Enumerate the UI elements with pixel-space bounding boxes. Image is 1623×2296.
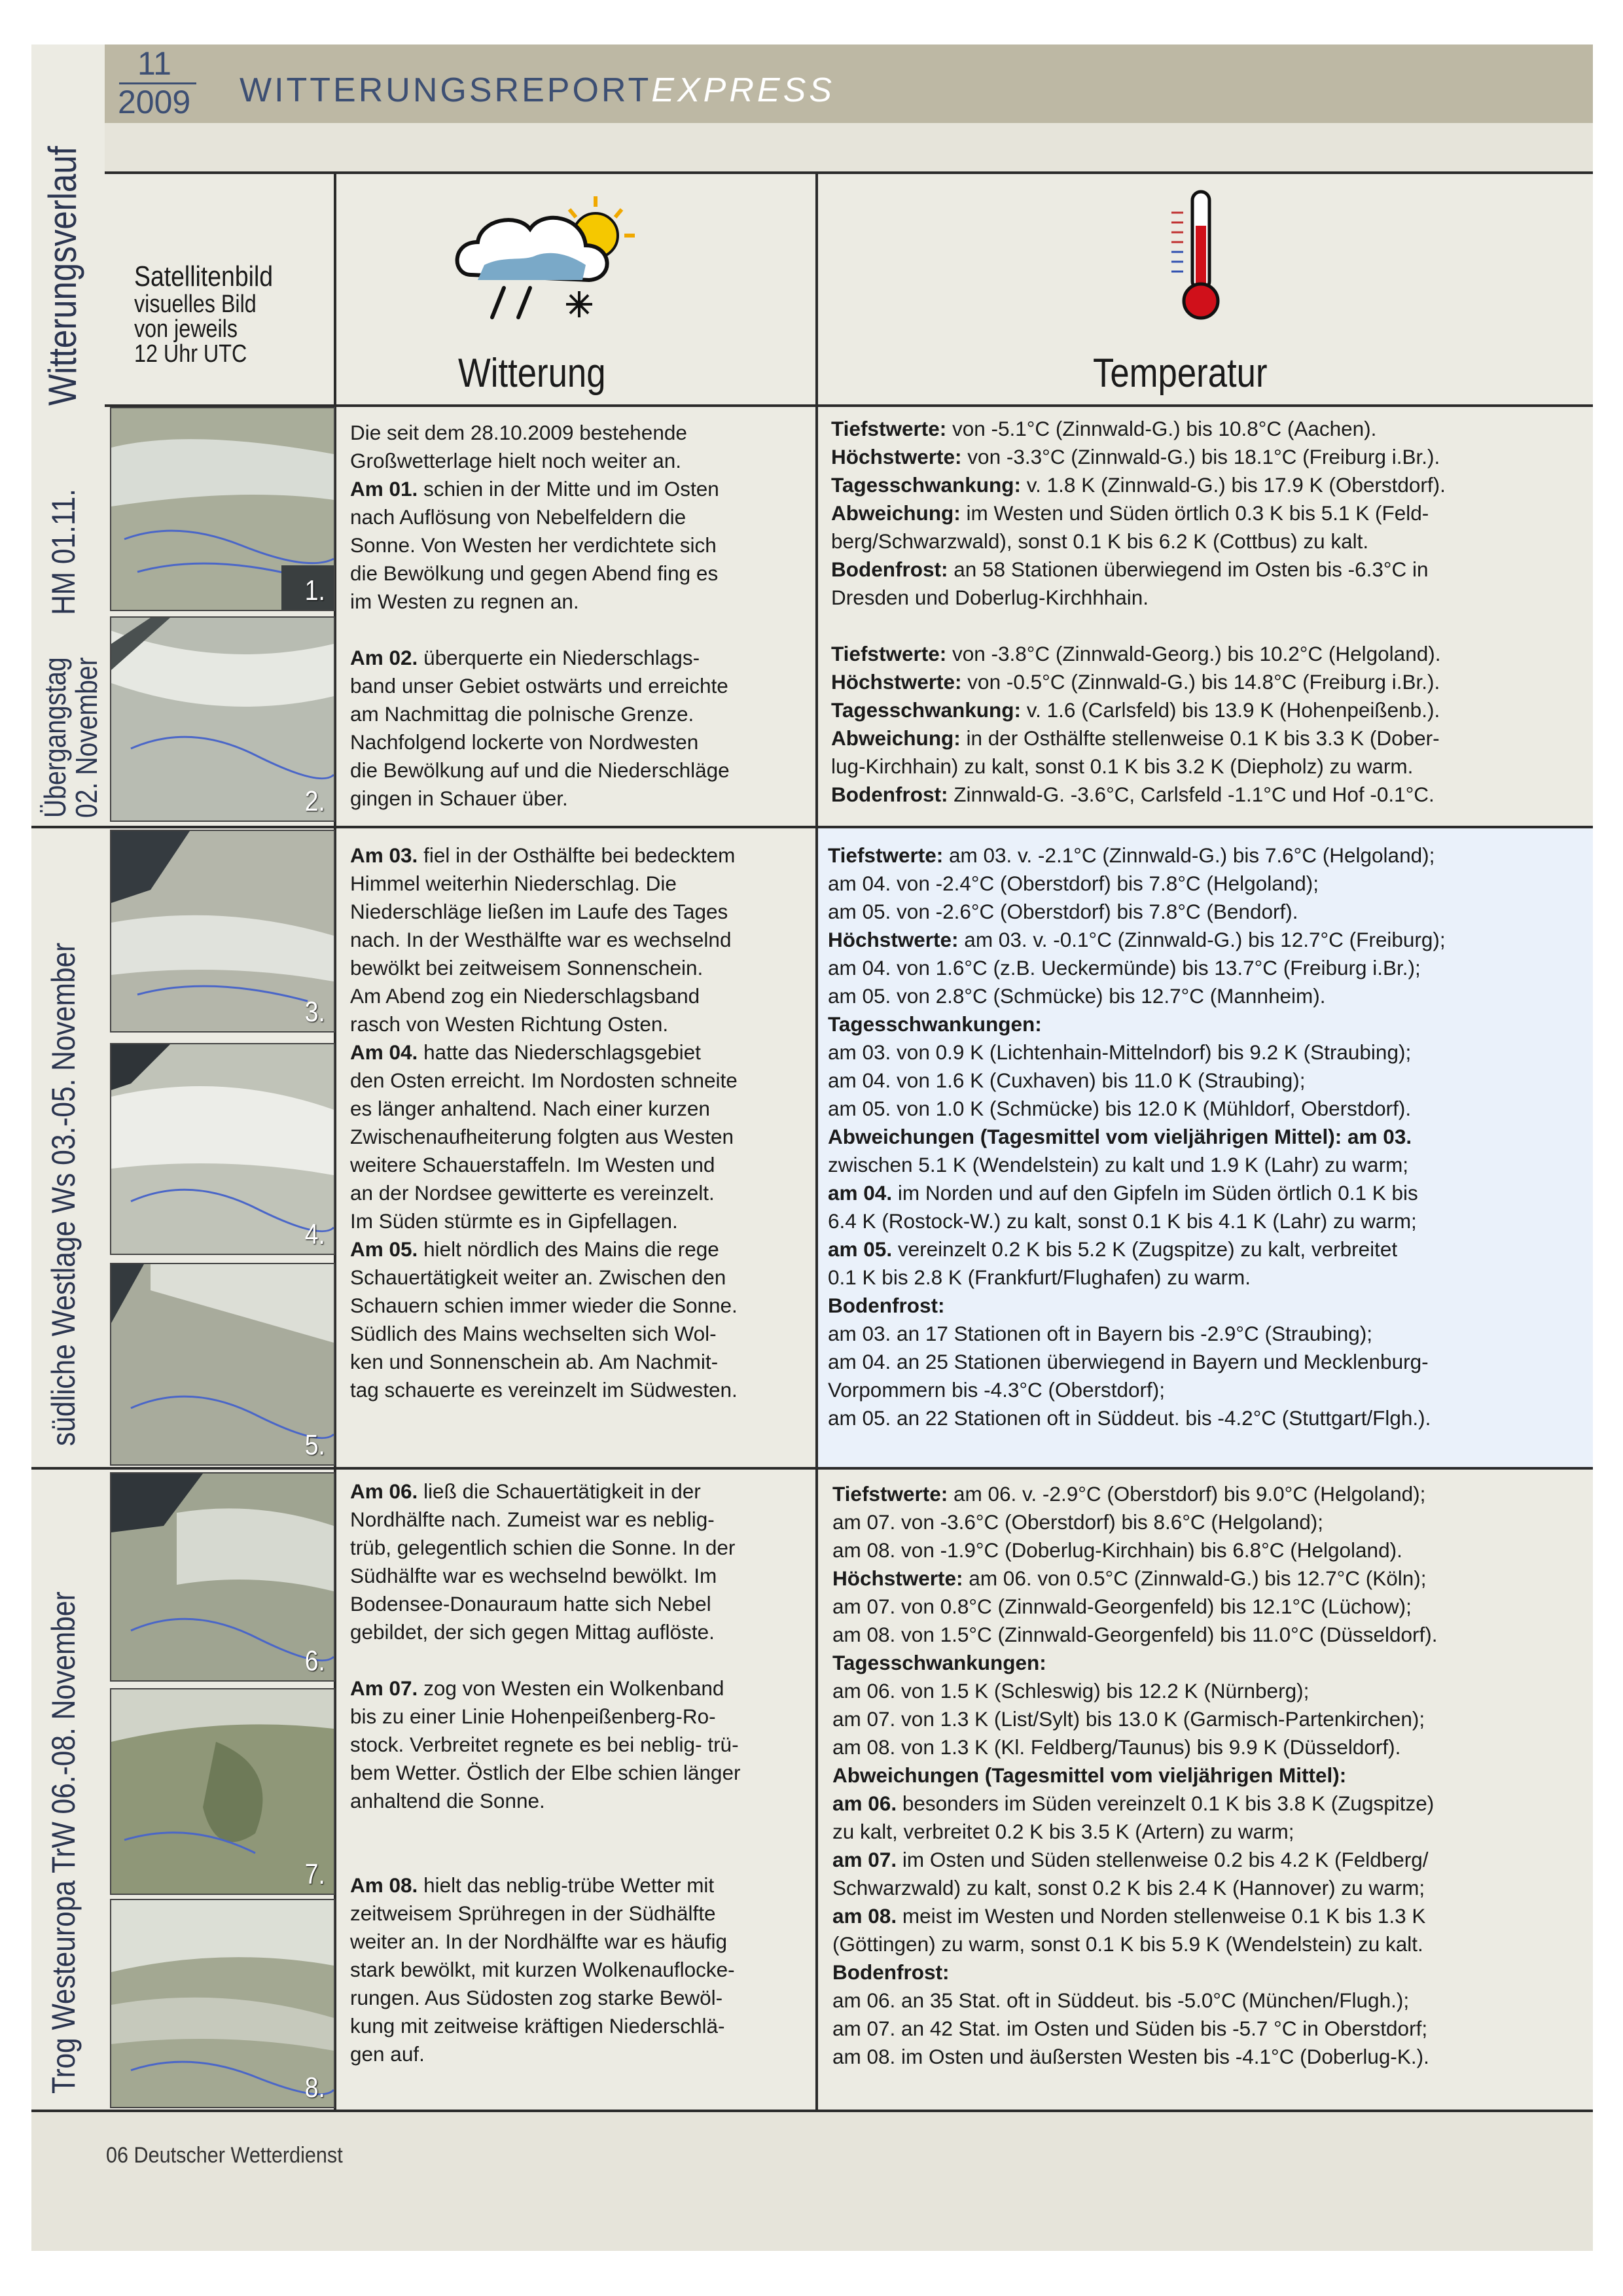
- title-main: WITTERUNGSREPORT: [240, 71, 652, 109]
- text-line: es länger anhaltend. Nach einer kurzen: [350, 1097, 710, 1120]
- text-line-bold: Abweichung:: [831, 726, 961, 750]
- text-line-bold: Abweichungen (Tagesmittel vom vieljährigen Mittel): am 03.: [828, 1125, 1412, 1148]
- text-line: Südlich des Mains wechselten sich Wol-: [350, 1322, 717, 1345]
- weather-cloud-sun-icon: [445, 183, 641, 340]
- text-line: an der Nordsee gewitterte es vereinzelt.: [350, 1181, 715, 1205]
- text-line-bold: Tiefstwerte:: [831, 642, 947, 665]
- image-number: 1.: [305, 574, 326, 607]
- text-line: Am 05. hielt nördlich des Mains die rege: [350, 1237, 719, 1261]
- text-line: Bodenfrost: an 58 Stationen überwiegend im Osten bis -6.3°C in: [831, 557, 1429, 581]
- issue-year: 2009: [118, 84, 191, 120]
- weather-column-header: Witterung: [458, 351, 606, 396]
- text-line: am 04. von -2.4°C (Oberstdorf) bis 7.8°C (Helgoland);: [828, 872, 1319, 895]
- temperature-text: [828, 841, 1587, 1432]
- text-line: am 06. besonders im Süden vereinzelt 0.1 K bis 3.8 K (Zugspitze): [832, 1792, 1435, 1815]
- text-line: am 05. vereinzelt 0.2 K bis 5.2 K (Zugspitze) zu kalt, verbreitet: [828, 1237, 1398, 1261]
- satellite-image: [110, 1472, 335, 1682]
- satellite-header-line: 12 Uhr UTC: [134, 340, 247, 368]
- text-line: Himmel weiterhin Niederschlag. Die: [350, 872, 677, 895]
- temperature-column-header: Temperatur: [1093, 351, 1268, 396]
- text-line-bold: Höchstwerte:: [832, 1566, 963, 1590]
- text-line-bold: am 05.: [828, 1237, 893, 1261]
- text-line: [828, 1010, 1587, 1038]
- text-line: Bodenfrost: Zinnwald-G. -3.6°C, Carlsfeld -1.1°C und Hof -0.1°C.: [831, 783, 1435, 806]
- text-line: (Göttingen) zu warm, sonst 0.1 K bis 5.9 K (Wendelstein) zu kalt.: [832, 1932, 1423, 1956]
- text-line: Höchstwerte: von -0.5°C (Zinnwald-G.) bis 14.8°C (Freiburg i.Br.).: [831, 670, 1440, 694]
- text-line-bold: Höchstwerte:: [831, 445, 962, 468]
- text-line: Nordhälfte nach. Zumeist war es neblig-: [350, 1508, 715, 1531]
- text-line: den Osten erreicht. Im Nordosten schneite: [350, 1069, 738, 1092]
- text-line: am 05. an 22 Stationen oft in Süddeut. bis -4.2°C (Stuttgart/Flgh.).: [828, 1406, 1431, 1430]
- satellite-header-line: von jeweils: [134, 315, 238, 343]
- text-line-bold: am 07.: [832, 1848, 897, 1871]
- text-line: [832, 1649, 1585, 1677]
- text-line: am 07. von 1.3 K (List/Sylt) bis 13.0 K (Garmisch-Partenkirchen);: [832, 1707, 1425, 1731]
- text-line: Tiefstwerte: von -3.8°C (Zinnwald-Georg.) bis 10.2°C (Helgoland).: [831, 642, 1441, 665]
- text-line-bold: Bodenfrost:: [831, 783, 948, 806]
- image-number: 5.: [305, 1429, 326, 1461]
- text-line: [828, 1292, 1587, 1320]
- title-express: EXPRESS: [651, 71, 835, 109]
- text-line: am 08. von 1.3 K (Kl. Feldberg/Taunus) bis 9.9 K (Düsseldorf).: [832, 1735, 1401, 1759]
- text-line: Bodensee-Donauraum hatte sich Nebel: [350, 1592, 711, 1616]
- text-line-bold: Tagesschwankung:: [831, 698, 1021, 722]
- image-number: 7.: [305, 1858, 326, 1890]
- text-line: rungen. Aus Südosten zog starke Bewöl-: [350, 1986, 723, 2009]
- section-label: südliche Westlage Ws 03.-05. November: [45, 942, 82, 1446]
- text-line-bold: Tiefstwerte:: [828, 843, 944, 867]
- text-line: am 07. an 42 Stat. im Osten und Süden bis -5.7 °C in Oberstdorf;: [832, 2017, 1428, 2040]
- text-line-bold: Bodenfrost:: [831, 557, 948, 581]
- text-line: am 04. im Norden und auf den Gipfeln im Süden örtlich 0.1 K bis: [828, 1181, 1418, 1205]
- text-line: Höchstwerte: von -3.3°C (Zinnwald-G.) bis 18.1°C (Freiburg i.Br.).: [831, 445, 1440, 468]
- text-line: im Westen zu regnen an.: [350, 590, 579, 613]
- text-line-bold: am 06.: [832, 1792, 897, 1815]
- text-line: Südhälfte war es wechselnd bewölkt. Im: [350, 1564, 717, 1587]
- text-line: Tagesschwankung: v. 1.8 K (Zinnwald-G.) bis 17.9 K (Oberstdorf).: [831, 473, 1446, 497]
- section-label: Übergangstag: [38, 657, 72, 818]
- text-line: [832, 1761, 1585, 1790]
- text-line: am 06. an 35 Stat. oft in Süddeut. bis -5.0°C (München/Flugh.);: [832, 1988, 1410, 2012]
- text-line: am 05. von -2.6°C (Oberstdorf) bis 7.8°C (Bendorf).: [828, 900, 1298, 923]
- text-line-bold: Abweichungen (Tagesmittel vom vieljährigen Mittel):: [832, 1763, 1347, 1787]
- text-line: [832, 1958, 1585, 1987]
- satellite-image: [110, 407, 335, 611]
- text-line: Schwarzwald) zu kalt, sonst 0.2 K bis 2.4 K (Hannover) zu warm;: [832, 1876, 1425, 1899]
- text-line: Nachfolgend lockerte von Nordwesten: [350, 730, 699, 754]
- text-line-bold: Höchstwerte:: [828, 928, 959, 951]
- text-line: am 04. von 1.6 K (Cuxhaven) bis 11.0 K (Straubing);: [828, 1069, 1306, 1092]
- text-line: weiter an. In der Nordhälfte war es häufig: [350, 1930, 728, 1953]
- text-line-bold: am 08.: [832, 1904, 897, 1928]
- text-line: am 04. von 1.6°C (z.B. Ueckermünde) bis 13.7°C (Freiburg i.Br.);: [828, 956, 1421, 980]
- header-band: [105, 123, 1593, 171]
- text-line: am 08. meist im Westen und Norden stellenweise 0.1 K bis 1.3 K: [832, 1904, 1426, 1928]
- issue-number: 11: [137, 45, 171, 82]
- rule: [815, 171, 818, 2110]
- weather-text: [350, 419, 808, 813]
- side-title: Witterungsverlauf: [41, 146, 84, 406]
- text-line: anhaltend die Sonne.: [350, 1789, 545, 1812]
- thermometer-icon: [1158, 186, 1237, 324]
- text-line: Höchstwerte: am 06. von 0.5°C (Zinnwald-G.) bis 12.7°C (Köln);: [832, 1566, 1427, 1590]
- text-line: Niederschläge ließen im Laufe des Tages: [350, 900, 728, 923]
- satellite-header-title: Satellitenbild: [134, 260, 274, 292]
- text-line: Am 01. schien in der Mitte und im Osten: [350, 477, 719, 501]
- text-line-bold: Am 07.: [350, 1676, 418, 1700]
- text-line: am Nachmittag die polnische Grenze.: [350, 702, 694, 726]
- text-line: Schauern schien immer wieder die Sonne.: [350, 1294, 738, 1317]
- text-line-bold: Am 04.: [350, 1040, 418, 1064]
- text-line: weitere Schauerstaffeln. Im Westen und: [350, 1153, 715, 1176]
- section-label: 02. November: [69, 657, 103, 818]
- text-line: Am 02. überquerte ein Niederschlags-: [350, 646, 700, 669]
- text-line: die Bewölkung auf und die Niederschläge: [350, 758, 730, 782]
- text-line: gebildet, der sich gegen Mittag auflöste.: [350, 1620, 715, 1644]
- rule: [31, 826, 1593, 828]
- image-number: 8.: [305, 2072, 326, 2104]
- text-line: am 07. von -3.6°C (Oberstdorf) bis 8.6°C (Helgoland);: [832, 1510, 1324, 1534]
- text-line-bold: Tiefstwerte:: [832, 1482, 948, 1506]
- text-line: Dresden und Doberlug-Kirchhhain.: [831, 586, 1149, 609]
- text-line: Abweichung: in der Osthälfte stellenweise 0.1 K bis 3.3 K (Dober-: [831, 726, 1440, 750]
- text-line: am 07. im Osten und Süden stellenweise 0.2 bis 4.2 K (Feldberg/: [832, 1848, 1429, 1871]
- text-line: am 08. von -1.9°C (Doberlug-Kirchhain) bis 6.8°C (Helgoland).: [832, 1538, 1402, 1562]
- text-line: Am 06. ließ die Schauertätigkeit in der: [350, 1479, 701, 1503]
- text-line: stark bewölkt, mit kurzen Wolkenauflocke-: [350, 1958, 735, 1981]
- text-line-bold: Am 03.: [350, 843, 418, 867]
- text-line: am 07. von 0.8°C (Zinnwald-Georgenfeld) bis 12.1°C (Lüchow);: [832, 1595, 1412, 1618]
- text-line-bold: am 04.: [828, 1181, 893, 1205]
- section-label: HM 01.11.: [45, 489, 82, 615]
- text-line-bold: Tiefstwerte:: [831, 417, 947, 440]
- text-line: Am Abend zog ein Niederschlagsband: [350, 984, 700, 1008]
- text-line: nach Auflösung von Nebelfeldern die: [350, 505, 687, 529]
- text-line: [828, 1123, 1587, 1151]
- satellite-image: [110, 1263, 335, 1466]
- text-line: 0.1 K bis 2.8 K (Frankfurt/Flughafen) zu warm.: [828, 1265, 1251, 1289]
- text-line: Am 04. hatte das Niederschlagsgebiet: [350, 1040, 701, 1064]
- weather-text: [350, 1477, 808, 2068]
- weather-text: [350, 841, 808, 1404]
- text-line: Am 08. hielt das neblig-trübe Wetter mit: [350, 1873, 715, 1897]
- text-line-bold: Am 02.: [350, 646, 418, 669]
- text-line: Großwetterlage hielt noch weiter an.: [350, 449, 681, 472]
- text-line: nach. In der Westhälfte war es wechselnd: [350, 928, 732, 951]
- temperature-text: [832, 1480, 1585, 2071]
- text-line: kung mit zeitweise kräftigen Niederschlä-: [350, 2014, 725, 2038]
- text-line: gingen in Schauer über.: [350, 786, 568, 810]
- text-line-bold: Tagesschwankung:: [831, 473, 1021, 497]
- text-line-bold: Tagesschwankungen:: [828, 1012, 1042, 1036]
- text-line: Abweichung: im Westen und Süden örtlich 0.3 K bis 5.1 K (Feld-: [831, 501, 1429, 525]
- text-line: Tagesschwankung: v. 1.6 (Carlsfeld) bis 13.9 K (Hohenpeißenb.).: [831, 698, 1440, 722]
- image-number: 6.: [305, 1645, 326, 1677]
- text-line: Tiefstwerte: am 03. v. -2.1°C (Zinnwald-G.) bis 7.6°C (Helgoland);: [828, 843, 1435, 867]
- text-line: zu kalt, verbreitet 0.2 K bis 3.5 K (Artern) zu warm;: [832, 1820, 1294, 1843]
- text-line: Zwischenaufheiterung folgten aus Westen: [350, 1125, 734, 1148]
- text-line: Im Süden stürmte es in Gipfellagen.: [350, 1209, 678, 1233]
- text-line: zeitweisem Sprühregen in der Südhälfte: [350, 1901, 716, 1925]
- text-line: Am 03. fiel in der Osthälfte bei bedecktem: [350, 843, 736, 867]
- text-line-bold: Am 05.: [350, 1237, 418, 1261]
- image-number: 4.: [305, 1218, 326, 1250]
- section-label: Trog Westeuropa TrW 06.-08. November: [45, 1591, 82, 2094]
- text-line: Höchstwerte: am 03. v. -0.1°C (Zinnwald-G.) bis 12.7°C (Freiburg);: [828, 928, 1446, 951]
- text-line: 6.4 K (Rostock-W.) zu kalt, sonst 0.1 K bis 4.1 K (Lahr) zu warm;: [828, 1209, 1417, 1233]
- temperature-text: [831, 415, 1584, 809]
- text-line: Sonne. Von Westen her verdichtete sich: [350, 533, 717, 557]
- text-line-bold: Am 06.: [350, 1479, 418, 1503]
- text-line: berg/Schwarzwald), sonst 0.1 K bis 6.2 K (Cottbus) zu kalt.: [831, 529, 1369, 553]
- text-line-bold: Bodenfrost:: [832, 1960, 950, 1984]
- text-line: bis zu einer Linie Hohenpeißenberg-Ro-: [350, 1704, 716, 1728]
- text-line-bold: Bodenfrost:: [828, 1294, 945, 1317]
- rule: [31, 2110, 1593, 2112]
- rule: [105, 171, 1593, 174]
- text-line: zwischen 5.1 K (Wendelstein) zu kalt und 1.9 K (Lahr) zu warm;: [828, 1153, 1409, 1176]
- text-line: am 03. von 0.9 K (Lichtenhain-Mittelndorf) bis 9.2 K (Straubing);: [828, 1040, 1412, 1064]
- text-line: am 05. von 1.0 K (Schmücke) bis 12.0 K (Mühldorf, Oberstdorf).: [828, 1097, 1412, 1120]
- text-line-bold: Höchstwerte:: [831, 670, 962, 694]
- text-line: Schauertätigkeit weiter an. Zwischen den: [350, 1265, 726, 1289]
- text-line-bold: Am 01.: [350, 477, 418, 501]
- satellite-image: [110, 1043, 335, 1255]
- text-line: am 04. an 25 Stationen überwiegend in Bayern und Mecklenburg-: [828, 1350, 1429, 1373]
- report-title: [240, 71, 835, 110]
- text-line: ken und Sonnenschein ab. Am Nachmit-: [350, 1350, 719, 1373]
- text-line: trüb, gelegentlich schien die Sonne. In der: [350, 1536, 736, 1559]
- satellite-column-header: [134, 262, 273, 366]
- satellite-image: [110, 830, 335, 1033]
- text-line: Tiefstwerte: von -5.1°C (Zinnwald-G.) bis 10.8°C (Aachen).: [831, 417, 1377, 440]
- text-line: bem Wetter. Östlich der Elbe schien länger: [350, 1761, 741, 1784]
- text-line: am 05. von 2.8°C (Schmücke) bis 12.7°C (Mannheim).: [828, 984, 1326, 1008]
- text-line: bewölkt bei zeitweisem Sonnenschein.: [350, 956, 704, 980]
- text-line: rasch von Westen Richtung Osten.: [350, 1012, 669, 1036]
- text-line: die Bewölkung und gegen Abend fing es: [350, 561, 719, 585]
- text-line: Am 07. zog von Westen ein Wolkenband: [350, 1676, 724, 1700]
- text-line: Tiefstwerte: am 06. v. -2.9°C (Oberstdorf) bis 9.0°C (Helgoland);: [832, 1482, 1426, 1506]
- footer: 06 Deutscher Wetterdienst: [106, 2143, 343, 2168]
- text-line: am 08. im Osten und äußersten Westen bis -4.1°C (Doberlug-K.).: [832, 2045, 1429, 2068]
- satellite-image: [110, 616, 335, 822]
- satellite-image: [110, 1899, 335, 2108]
- text-line-bold: Tagesschwankungen:: [832, 1651, 1046, 1674]
- image-number: 3.: [305, 996, 326, 1028]
- text-line: lug-Kirchhain) zu kalt, sonst 0.1 K bis 3.2 K (Diepholz) zu warm.: [831, 754, 1414, 778]
- text-line-bold: Am 08.: [350, 1873, 418, 1897]
- image-number: 2.: [305, 785, 326, 817]
- text-line-bold: Abweichung:: [831, 501, 961, 525]
- text-line: stock. Verbreitet regnete es bei neblig- trü-: [350, 1733, 739, 1756]
- text-line: Vorpommern bis -4.3°C (Oberstdorf);: [828, 1378, 1166, 1402]
- text-line: gen auf.: [350, 2042, 425, 2066]
- text-line: tag schauerte es vereinzelt im Südwesten.: [350, 1378, 738, 1402]
- text-line: am 03. an 17 Stationen oft in Bayern bis -2.9°C (Straubing);: [828, 1322, 1373, 1345]
- text-line: am 08. von 1.5°C (Zinnwald-Georgenfeld) bis 11.0°C (Düsseldorf).: [832, 1623, 1438, 1646]
- rule: [31, 1467, 1593, 1470]
- satellite-header-line: visuelles Bild: [134, 291, 257, 318]
- text-line: Die seit dem 28.10.2009 bestehende: [350, 421, 687, 444]
- text-line: band unser Gebiet ostwärts und erreichte: [350, 674, 728, 698]
- satellite-image: [110, 1688, 335, 1895]
- text-line: am 06. von 1.5 K (Schleswig) bis 12.2 K (Nürnberg);: [832, 1679, 1310, 1703]
